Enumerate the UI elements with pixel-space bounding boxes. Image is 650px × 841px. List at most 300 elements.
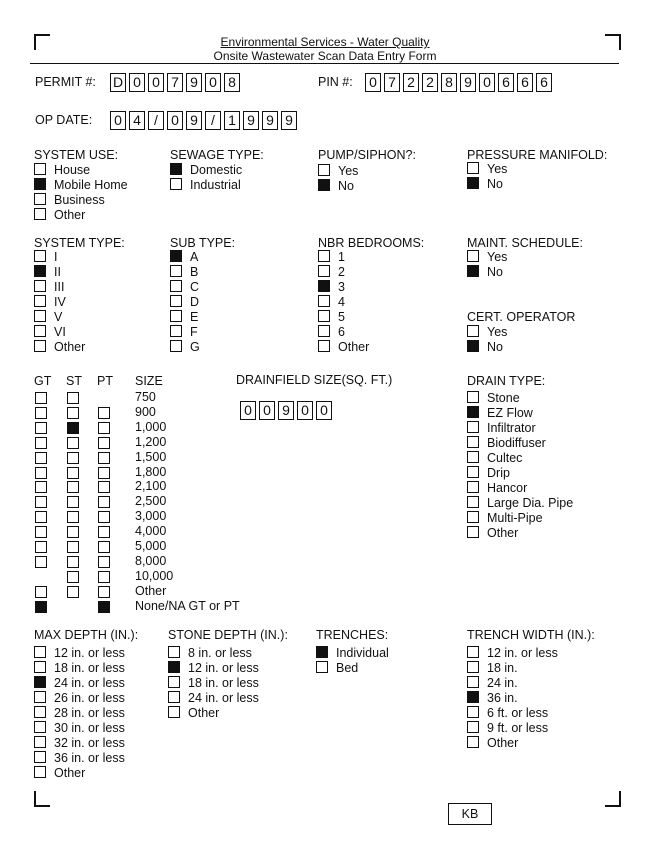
checkbox[interactable] (467, 162, 479, 174)
checkbox[interactable] (318, 340, 330, 352)
trench-width-option-label: 18 in. (487, 661, 518, 675)
maint-schedule-option[interactable] (467, 250, 507, 265)
corner-mark-bottom-right (605, 791, 621, 807)
checkbox[interactable] (168, 676, 180, 688)
trench-width-option-label: 6 ft. or less (487, 706, 549, 720)
nbr-bedrooms-option[interactable] (318, 310, 345, 325)
size-table-pt-checkbox[interactable] (98, 437, 110, 449)
checkbox[interactable] (168, 706, 180, 718)
checkbox[interactable] (467, 721, 479, 733)
op-date-char-box[interactable]: / (148, 111, 164, 130)
trench-width-option-label: 9 ft. or less (487, 721, 549, 735)
size-table-st-checkbox[interactable] (67, 526, 79, 538)
size-table-size-label: 4,000 (135, 524, 167, 539)
checkbox[interactable] (467, 511, 479, 523)
system-type-option[interactable] (34, 280, 64, 295)
checked-checkbox[interactable] (318, 280, 330, 292)
size-table-gt-checkbox[interactable] (35, 392, 47, 404)
checkbox[interactable] (34, 310, 46, 322)
sub-type-option[interactable] (170, 295, 199, 310)
checked-checkbox[interactable] (34, 265, 46, 277)
system-use-option[interactable] (34, 193, 105, 208)
maint-schedule-heading: MAINT. SCHEDULE: (467, 236, 583, 250)
checkbox[interactable] (34, 691, 46, 703)
checked-checkbox[interactable] (34, 676, 46, 688)
checkbox[interactable] (170, 310, 182, 322)
drainfield-char-box[interactable]: 0 (240, 401, 256, 420)
drain-type-option[interactable] (467, 496, 573, 511)
size-table-header-size: SIZE (135, 374, 163, 388)
checked-checkbox[interactable] (168, 661, 180, 673)
nbr-bedrooms-option[interactable] (318, 265, 345, 280)
size-table-pt-checkbox[interactable] (98, 467, 110, 479)
checkbox[interactable] (316, 661, 328, 673)
checkbox[interactable] (34, 751, 46, 763)
checkbox[interactable] (34, 721, 46, 733)
drainfield-char-box[interactable]: 0 (259, 401, 275, 420)
drain-type-option[interactable] (467, 436, 546, 451)
sewage-type-option[interactable] (170, 163, 242, 178)
checkbox[interactable] (34, 163, 46, 175)
trenches-option-label: Individual (336, 646, 389, 660)
stone-depth-option-label: 24 in. or less (188, 691, 259, 705)
size-table-pt-checkbox[interactable] (98, 481, 110, 493)
nbr-bedrooms-option[interactable] (318, 325, 345, 340)
system-type-option[interactable] (34, 325, 66, 340)
max-depth-option[interactable] (34, 766, 85, 781)
checkbox[interactable] (467, 421, 479, 433)
max-depth-option[interactable] (34, 736, 125, 751)
maint-schedule-option-label: No (487, 265, 503, 279)
checkbox[interactable] (34, 766, 46, 778)
pin-char-box[interactable]: 2 (422, 73, 438, 92)
checked-checkbox[interactable] (467, 340, 479, 352)
pump-siphon-option-label: Yes (338, 164, 359, 178)
checked-checkbox[interactable] (467, 265, 479, 277)
size-table-gt-checkbox[interactable] (35, 601, 47, 613)
checkbox[interactable] (34, 661, 46, 673)
pressure-manifold-option-label: Yes (487, 162, 508, 176)
size-table-size-label: 1,500 (135, 449, 167, 464)
drain-type-option[interactable] (467, 451, 522, 466)
checkbox[interactable] (467, 391, 479, 403)
stone-depth-option[interactable] (168, 691, 259, 706)
size-table-gt-checkbox[interactable] (35, 467, 47, 479)
trench-width-option-label: 36 in. (487, 691, 518, 705)
system-type-option[interactable] (34, 295, 66, 310)
sub-type-option[interactable] (170, 280, 199, 295)
size-table-size-label: 1,000 (135, 419, 167, 434)
system-type-option-label: Other (54, 340, 86, 354)
sub-type-option-label: B (190, 265, 199, 279)
nbr-bedrooms-option-label: 6 (338, 325, 345, 339)
checkbox[interactable] (170, 178, 182, 190)
size-table-pt-checkbox[interactable] (98, 511, 110, 523)
pin-label: PIN #: (318, 75, 353, 89)
trenches-option[interactable] (316, 646, 389, 661)
cert-operator-option-label: No (487, 340, 503, 354)
drain-type-option-label: Biodiffuser (487, 436, 546, 450)
max-depth-option-label: Other (54, 766, 86, 780)
pin-char-box[interactable]: 0 (479, 73, 495, 92)
system-use-option[interactable] (34, 163, 90, 178)
op-date-field[interactable] (110, 111, 297, 130)
nbr-bedrooms-option-label: 3 (338, 280, 345, 294)
pump-siphon-option-label: No (338, 179, 354, 193)
system-use-option[interactable] (34, 178, 128, 193)
size-table-st-checkbox[interactable] (67, 511, 79, 523)
pin-char-box[interactable]: 8 (441, 73, 457, 92)
size-table-size-label: 750 (135, 390, 156, 404)
initials-box[interactable]: KB (448, 803, 492, 825)
checkbox[interactable] (467, 250, 479, 262)
checkbox[interactable] (467, 676, 479, 688)
op-date-char-box[interactable]: 9 (243, 111, 259, 130)
maint-schedule-option[interactable] (467, 265, 503, 280)
drain-type-option-label: Cultec (487, 451, 523, 465)
size-table-header-pt: PT (97, 374, 113, 388)
checked-checkbox[interactable] (170, 250, 182, 262)
size-table-pt-checkbox[interactable] (98, 452, 110, 464)
pin-char-box[interactable]: 6 (536, 73, 552, 92)
checkbox[interactable] (467, 706, 479, 718)
checkbox[interactable] (34, 706, 46, 718)
checked-checkbox[interactable] (467, 406, 479, 418)
checkbox[interactable] (168, 691, 180, 703)
drain-type-option-label: Large Dia. Pipe (487, 496, 574, 510)
drain-type-option-label: Multi-Pipe (487, 511, 543, 525)
drainfield-char-box[interactable]: 0 (316, 401, 332, 420)
system-type-option[interactable] (34, 265, 61, 280)
trench-width-option-label: 12 in. or less (487, 646, 558, 660)
header-subtitle: Onsite Wastewater Scan Data Entry Form (213, 49, 437, 63)
size-table-header-gt: GT (34, 374, 52, 388)
permit-char-box[interactable]: 7 (167, 73, 183, 92)
checkbox[interactable] (318, 164, 330, 176)
size-table-st-checkbox[interactable] (67, 392, 79, 404)
trench-width-option[interactable] (467, 676, 518, 691)
trenches-option[interactable] (316, 661, 358, 676)
size-table-size-label: 5,000 (135, 539, 167, 553)
drain-type-option-label: Stone (487, 391, 520, 405)
system-use-option-label: House (54, 163, 91, 177)
checked-checkbox[interactable] (318, 179, 330, 191)
system-use-option-label: Other (54, 208, 86, 222)
pressure-manifold-option[interactable] (467, 177, 503, 192)
checked-checkbox[interactable] (170, 163, 182, 175)
size-table-st-checkbox[interactable] (67, 586, 79, 598)
op-date-char-box[interactable]: 1 (224, 111, 240, 130)
cert-operator-option[interactable] (467, 340, 503, 355)
op-date-char-box[interactable]: 9 (281, 111, 297, 130)
size-table-gt-checkbox[interactable] (35, 526, 47, 538)
sub-type-option-label: G (190, 340, 200, 354)
checkbox[interactable] (34, 646, 46, 658)
checkbox[interactable] (467, 481, 479, 493)
pin-char-box[interactable]: 2 (403, 73, 419, 92)
nbr-bedrooms-option[interactable] (318, 250, 345, 265)
drain-type-option[interactable] (467, 481, 527, 496)
pump-siphon-option[interactable] (318, 164, 358, 179)
size-table-pt-checkbox[interactable] (98, 422, 110, 434)
max-depth-option-label: 28 in. or less (54, 706, 125, 720)
drainfield-size-label: DRAINFIELD SIZE(SQ. FT.) (236, 373, 393, 387)
system-type-option-label: V (54, 310, 63, 324)
system-type-option[interactable] (34, 250, 57, 265)
checkbox[interactable] (467, 661, 479, 673)
nbr-bedrooms-option-label: 4 (338, 295, 345, 309)
nbr-bedrooms-option-label: 1 (338, 250, 345, 264)
cert-operator-option-label: Yes (487, 325, 508, 339)
permit-char-box[interactable]: 0 (205, 73, 221, 92)
drainfield-size-field[interactable] (240, 401, 332, 420)
trench-width-option-label: 24 in. (487, 676, 518, 690)
checkbox[interactable] (34, 295, 46, 307)
max-depth-option[interactable] (34, 661, 125, 676)
checkbox[interactable] (34, 325, 46, 337)
checked-checkbox[interactable] (467, 691, 479, 703)
checked-checkbox[interactable] (34, 178, 46, 190)
size-table-size-label: 900 (135, 404, 156, 419)
size-table-size-label: 1,800 (135, 464, 167, 479)
drain-type-option-label: Drip (487, 466, 510, 480)
max-depth-option[interactable] (34, 646, 125, 661)
permit-char-box[interactable]: 8 (224, 73, 240, 92)
drain-type-option[interactable] (467, 421, 536, 436)
size-table-st-checkbox[interactable] (67, 437, 79, 449)
permit-char-box[interactable]: D (110, 73, 126, 92)
checkbox[interactable] (467, 466, 479, 478)
trench-width-option[interactable] (467, 706, 548, 721)
size-table-gt-checkbox[interactable] (35, 511, 47, 523)
drain-type-option[interactable] (467, 406, 533, 421)
op-date-label: OP DATE: (35, 113, 93, 127)
stone-depth-option[interactable] (168, 646, 252, 661)
pump-siphon-heading: PUMP/SIPHON?: (318, 148, 416, 162)
size-table-pt-checkbox[interactable] (98, 571, 110, 583)
size-table-size-label: 2,500 (135, 494, 167, 509)
drainfield-char-box[interactable]: 0 (297, 401, 313, 420)
op-date-char-box[interactable]: / (205, 111, 221, 130)
size-table-gt-checkbox[interactable] (35, 407, 47, 419)
size-table-st-checkbox[interactable] (67, 481, 79, 493)
permit-char-box[interactable]: 0 (129, 73, 145, 92)
checkbox[interactable] (318, 250, 330, 262)
system-type-option-label: I (54, 250, 58, 264)
max-depth-option[interactable] (34, 721, 125, 736)
op-date-char-box[interactable]: 0 (110, 111, 126, 130)
sub-type-option[interactable] (170, 265, 198, 280)
trench-width-option-label: Other (487, 736, 519, 750)
size-table-st-checkbox[interactable] (67, 541, 79, 553)
size-table-pt-checkbox[interactable] (98, 526, 110, 538)
nbr-bedrooms-heading: NBR BEDROOMS: (318, 236, 425, 250)
pin-field[interactable] (365, 73, 552, 92)
permit-field[interactable] (110, 73, 240, 92)
max-depth-option[interactable] (34, 691, 125, 706)
op-date-char-box[interactable]: 0 (167, 111, 183, 130)
checkbox[interactable] (318, 325, 330, 337)
sub-type-option[interactable] (170, 250, 198, 265)
pin-char-box[interactable]: 6 (517, 73, 533, 92)
stone-depth-option-label: 8 in. or less (188, 646, 252, 660)
system-use-option-label: Mobile Home (54, 178, 128, 192)
checked-checkbox[interactable] (467, 177, 479, 189)
checkbox[interactable] (318, 295, 330, 307)
checkbox[interactable] (34, 280, 46, 292)
drain-type-option[interactable] (467, 391, 520, 406)
size-table-pt-checkbox[interactable] (98, 496, 110, 508)
trench-width-option[interactable] (467, 646, 558, 661)
nbr-bedrooms-option-label: 5 (338, 310, 345, 324)
size-table-pt-checkbox[interactable] (98, 407, 110, 419)
sub-type-option[interactable] (170, 340, 200, 355)
checkbox[interactable] (168, 646, 180, 658)
size-table-st-checkbox[interactable] (67, 452, 79, 464)
checkbox[interactable] (34, 340, 46, 352)
size-table-size-label: Other (135, 583, 167, 598)
system-use-option[interactable] (34, 208, 85, 223)
stone-depth-option[interactable] (168, 676, 259, 691)
pin-char-box[interactable]: 6 (498, 73, 514, 92)
size-table-pt-checkbox[interactable] (98, 586, 110, 598)
system-type-option[interactable] (34, 310, 62, 325)
checkbox[interactable] (318, 310, 330, 322)
system-type-option[interactable] (34, 340, 85, 355)
sub-type-option[interactable] (170, 325, 198, 340)
checkbox[interactable] (34, 208, 46, 220)
sewage-type-option-label: Industrial (190, 178, 241, 192)
stone-depth-heading: STONE DEPTH (IN.): (168, 628, 288, 642)
size-table-st-checkbox[interactable] (67, 467, 79, 479)
size-table-st-checkbox[interactable] (67, 571, 79, 583)
permit-char-box[interactable]: 9 (186, 73, 202, 92)
stone-depth-option[interactable] (168, 706, 219, 721)
max-depth-option[interactable] (34, 751, 125, 766)
checkbox[interactable] (170, 280, 182, 292)
max-depth-option[interactable] (34, 706, 125, 721)
checkbox[interactable] (170, 295, 182, 307)
size-table-st-checkbox[interactable] (67, 496, 79, 508)
checkbox[interactable] (170, 325, 182, 337)
permit-char-box[interactable]: 0 (148, 73, 164, 92)
checkbox[interactable] (467, 451, 479, 463)
nbr-bedrooms-option[interactable] (318, 280, 345, 295)
op-date-char-box[interactable]: 9 (186, 111, 202, 130)
size-table-gt-checkbox[interactable] (35, 496, 47, 508)
drain-type-option[interactable] (467, 526, 518, 541)
sewage-type-option[interactable] (170, 178, 241, 193)
size-table-size-label: None/NA GT or PT (135, 598, 240, 613)
cert-operator-option[interactable] (467, 325, 507, 340)
size-table-gt-checkbox[interactable] (35, 481, 47, 493)
max-depth-option[interactable] (34, 676, 125, 691)
trenches-heading: TRENCHES: (316, 628, 389, 642)
pressure-manifold-option[interactable] (467, 162, 507, 177)
sewage-type-heading: SEWAGE TYPE: (170, 148, 264, 162)
checkbox[interactable] (467, 436, 479, 448)
size-table-gt-checkbox[interactable] (35, 437, 47, 449)
sub-type-option-label: A (190, 250, 199, 264)
sewage-type-option-label: Domestic (190, 163, 243, 177)
nbr-bedrooms-option-label: 2 (338, 265, 345, 279)
size-table-pt-checkbox[interactable] (98, 556, 110, 568)
size-table-gt-checkbox[interactable] (35, 422, 47, 434)
op-date-char-box[interactable]: 9 (262, 111, 278, 130)
checkbox[interactable] (170, 265, 182, 277)
trench-width-option[interactable] (467, 736, 518, 751)
checkbox[interactable] (170, 340, 182, 352)
trenches-option-label: Bed (336, 661, 359, 675)
corner-mark-bottom-left (34, 791, 50, 807)
stone-depth-option[interactable] (168, 661, 259, 676)
pump-siphon-option[interactable] (318, 179, 354, 194)
checkbox[interactable] (467, 646, 479, 658)
size-table-pt-checkbox[interactable] (98, 601, 110, 613)
op-date-char-box[interactable]: 4 (129, 111, 145, 130)
nbr-bedrooms-option[interactable] (318, 340, 369, 355)
system-type-option-label: IV (54, 295, 66, 309)
pin-char-box[interactable]: 7 (384, 73, 400, 92)
trench-width-option[interactable] (467, 661, 518, 676)
stone-depth-option-label: Other (188, 706, 220, 720)
max-depth-option-label: 36 in. or less (54, 751, 125, 765)
permit-label: PERMIT #: (35, 75, 96, 89)
size-table-gt-checkbox[interactable] (35, 556, 47, 568)
size-table-gt-checkbox[interactable] (35, 541, 47, 553)
sub-type-option[interactable] (170, 310, 198, 325)
max-depth-option-label: 30 in. or less (54, 721, 125, 735)
checkbox[interactable] (467, 325, 479, 337)
system-use-heading: SYSTEM USE: (34, 148, 119, 162)
drainfield-char-box[interactable]: 9 (278, 401, 294, 420)
checked-checkbox[interactable] (316, 646, 328, 658)
checkbox[interactable] (467, 736, 479, 748)
size-table-st-checkbox[interactable] (67, 407, 79, 419)
checkbox[interactable] (467, 496, 479, 508)
checkbox[interactable] (34, 250, 46, 262)
trench-width-option[interactable] (467, 691, 518, 706)
size-table-st-checkbox[interactable] (67, 556, 79, 568)
maint-schedule-option-label: Yes (487, 250, 508, 264)
pin-char-box[interactable]: 9 (460, 73, 476, 92)
size-table-size-label: 2,100 (135, 479, 167, 494)
pin-char-box[interactable]: 0 (365, 73, 381, 92)
drain-type-heading: DRAIN TYPE: (467, 374, 546, 388)
sub-type-option-label: C (190, 280, 200, 294)
drain-type-option-label: EZ Flow (487, 406, 533, 420)
size-table-gt-checkbox[interactable] (35, 452, 47, 464)
size-table-pt-checkbox[interactable] (98, 541, 110, 553)
drain-type-option[interactable] (467, 466, 510, 481)
system-type-heading: SYSTEM TYPE: (34, 236, 125, 250)
size-table-size-label: 1,200 (135, 434, 167, 449)
nbr-bedrooms-option[interactable] (318, 295, 345, 310)
system-type-option-label: II (54, 265, 61, 279)
sub-type-option-label: D (190, 295, 200, 309)
checkbox[interactable] (34, 193, 46, 205)
size-table-gt-checkbox[interactable] (35, 586, 47, 598)
checkbox[interactable] (318, 265, 330, 277)
checkbox[interactable] (467, 526, 479, 538)
drain-type-option[interactable] (467, 511, 543, 526)
header-rule (30, 63, 619, 64)
max-depth-option-label: 24 in. or less (54, 676, 125, 690)
sub-type-option-label: E (190, 310, 199, 324)
checkbox[interactable] (34, 736, 46, 748)
size-table-st-checkbox[interactable] (67, 422, 79, 434)
trench-width-option[interactable] (467, 721, 548, 736)
